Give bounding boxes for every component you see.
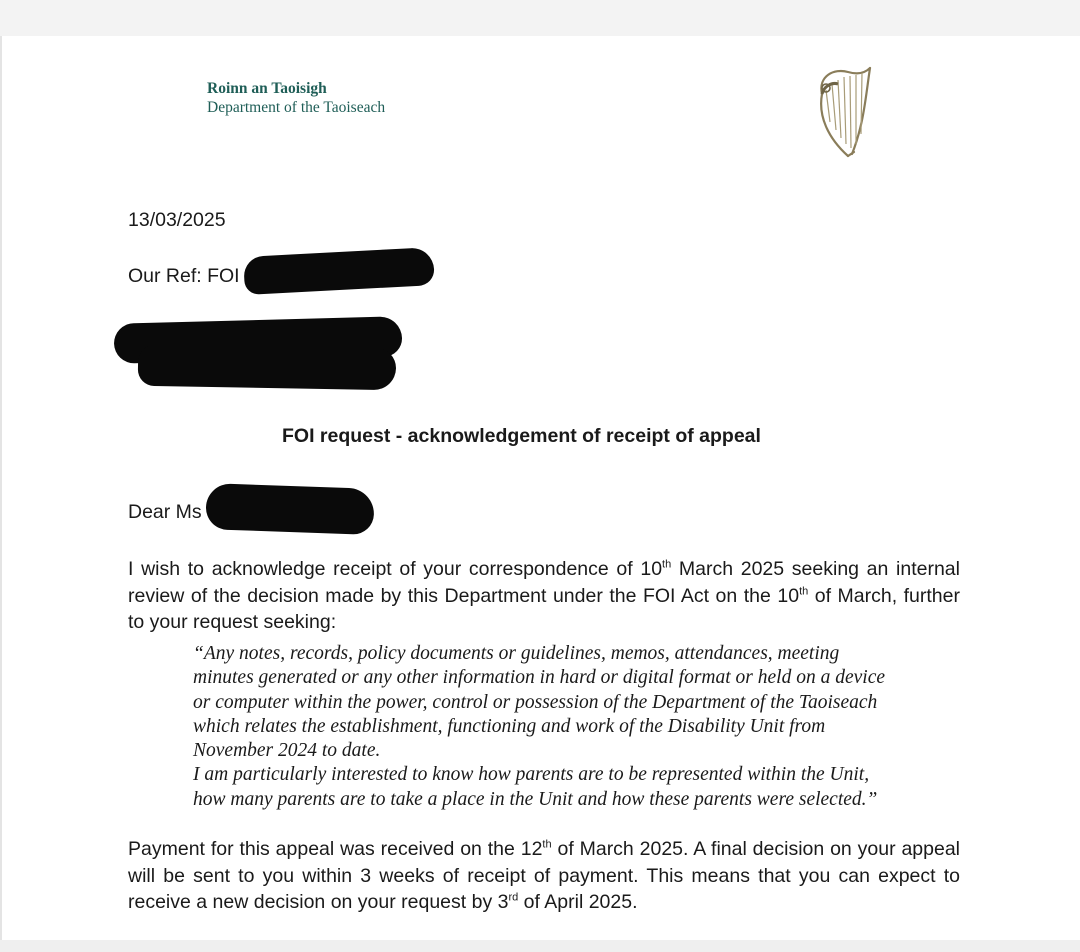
quote-line: which relates the establishment, functioning and work of the Disability Unit from	[193, 715, 826, 737]
department-name-irish: Roinn an Taoisigh	[207, 80, 327, 97]
quote-line: how many parents are to take a place in the Unit and how these parents were selected.”	[193, 788, 878, 810]
bottom-margin	[0, 940, 1080, 952]
reference-number: Our Ref: FOI	[128, 265, 240, 287]
letter-subject: FOI request - acknowledgement of receipt of appeal	[282, 425, 761, 447]
redaction-mark	[205, 483, 375, 535]
payment-paragraph: Payment for this appeal was received on the 12th of March 2025. A final decision on your appeal will be sent to you within 3 weeks of receipt of payment. This means that you can expect to receive a new decision on your request by 3rd of April 2025.	[128, 838, 960, 913]
redaction-mark	[138, 344, 397, 390]
quote-line: minutes generated or any other information in hard or digital format or held on a device	[193, 667, 886, 689]
harp-emblem-icon	[808, 64, 878, 160]
page-edge	[0, 36, 2, 940]
top-margin	[0, 0, 1080, 36]
quote-line: or computer within the power, control or possession of the Department of the Taoiseach	[193, 691, 878, 713]
acknowledgement-paragraph: I wish to acknowledge receipt of your correspondence of 10th March 2025 seeking an internal review of the decision made by this Department under the FOI Act on the 10th of March, further to your request seeking:	[128, 558, 960, 633]
quote-line: I am particularly interested to know how parents are to be represented within the Unit,	[193, 764, 870, 786]
quote-line: “Any notes, records, policy documents or guidelines, memos, attendances, meeting	[193, 643, 840, 664]
letter-date: 13/03/2025	[128, 209, 226, 231]
department-name-english: Department of the Taoiseach	[207, 99, 386, 116]
department-header	[207, 79, 385, 117]
request-quote	[193, 642, 953, 812]
quote-line: November 2024 to date.	[193, 740, 381, 762]
salutation: Dear Ms	[128, 501, 202, 523]
